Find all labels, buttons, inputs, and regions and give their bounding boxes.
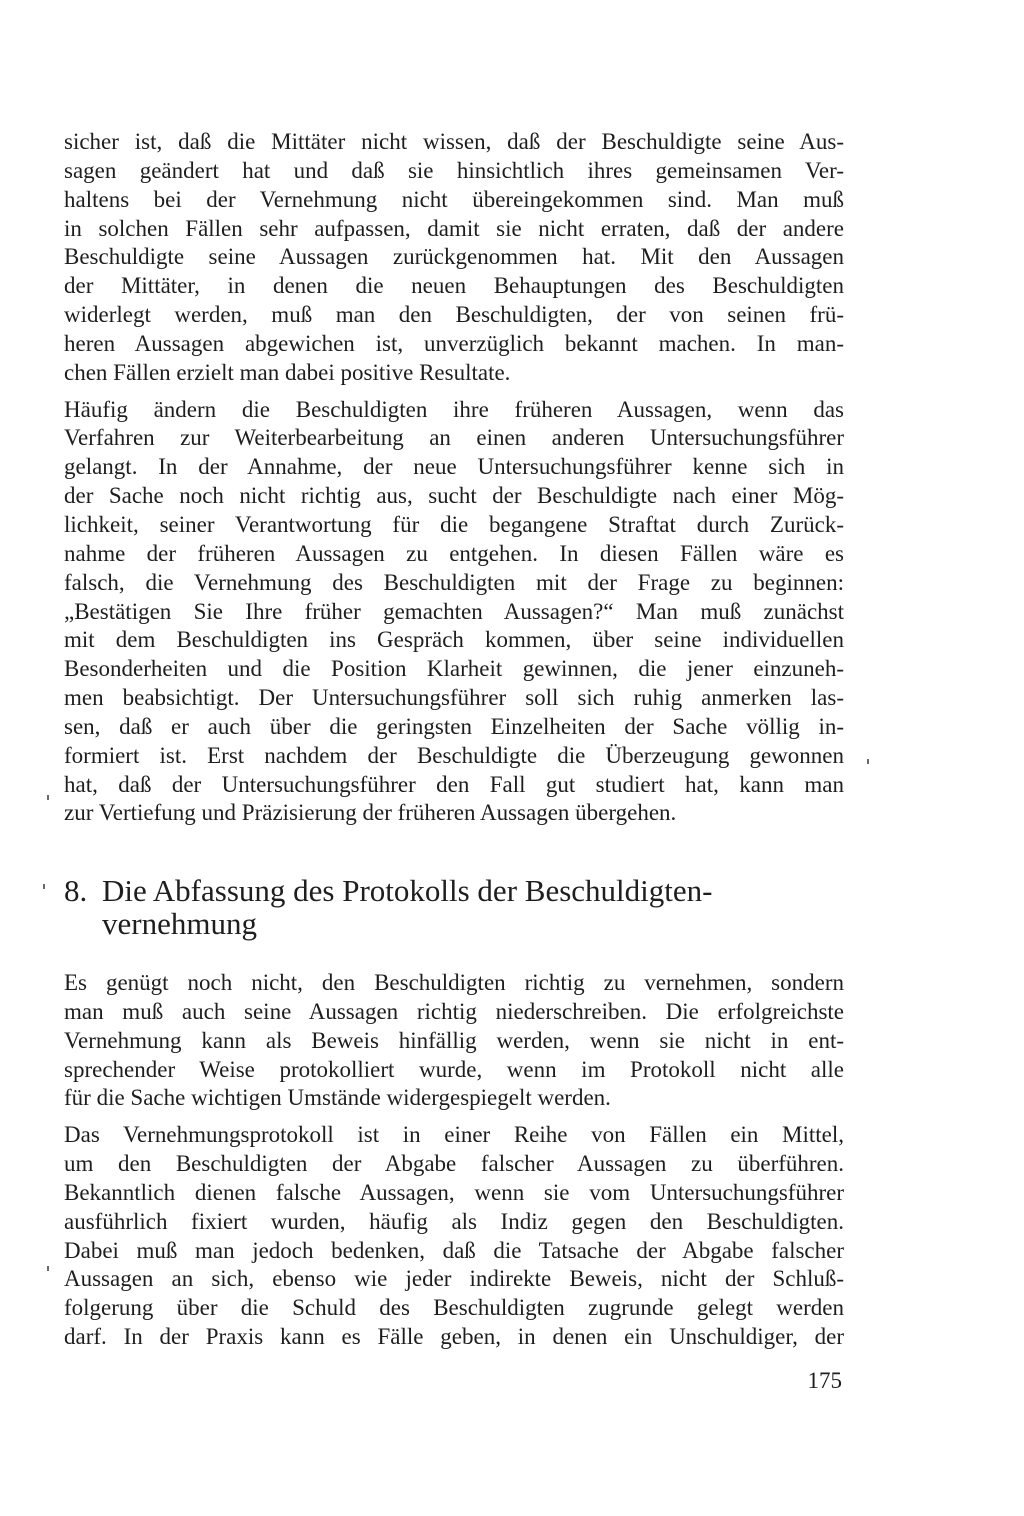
text-line: falsch, die Vernehmung des Beschuldigten mit der Frage zu beginnen: bbox=[64, 569, 844, 595]
section-7-text bbox=[64, 128, 844, 828]
scan-speck bbox=[47, 795, 49, 800]
text-line: men beabsichtigt. Der Untersuchungsführer soll sich ruhig anmerken las- bbox=[64, 685, 844, 711]
text-line: mit dem Beschuldigten ins Gespräch kommen, über seine individuellen bbox=[64, 627, 844, 653]
text-line: Besonderheiten und die Position Klarheit gewinnen, die jener einzuneh- bbox=[64, 656, 844, 682]
text-line: nahme der früheren Aussagen zu entgehen. In diesen Fällen wäre es bbox=[64, 540, 844, 566]
paragraph bbox=[64, 969, 844, 1113]
text-line: widerlegt werden, muß man den Beschuldigten, der von seinen frü- bbox=[64, 302, 844, 328]
heading-line-2: vernehmung bbox=[102, 906, 257, 941]
text-line: „Bestätigen Sie Ihre früher gemachten Aussagen?“ Man muß zunächst bbox=[64, 598, 844, 624]
page-number: 175 bbox=[807, 1368, 842, 1393]
text-line: Bekanntlich dienen falsche Aussagen, wenn sie vom Untersuchungsführer bbox=[64, 1179, 844, 1205]
section-heading bbox=[64, 874, 844, 940]
text-line: Es genügt noch nicht, den Beschuldigten richtig zu vernehmen, sondern bbox=[64, 970, 844, 995]
text-line: Aussagen an sich, ebenso wie jeder indirekte Beweis, nicht der Schluß- bbox=[64, 1266, 844, 1292]
text-line: ausführlich fixiert wurden, häufig als Indiz gegen den Beschuldigten. bbox=[64, 1208, 844, 1234]
text-line: zur Vertiefung und Präzisierung der früheren Aussagen übergehen. bbox=[64, 800, 677, 826]
heading-line-1: Die Abfassung des Protokolls der Beschuldigten- bbox=[102, 873, 713, 908]
text-line: sen, daß er auch über die geringsten Einzelheiten der Sache völlig in- bbox=[64, 713, 844, 739]
text-line: sagen geändert hat und daß sie hinsichtlich ihres gemeinsamen Ver- bbox=[64, 157, 844, 183]
heading-number: 8. bbox=[64, 873, 88, 908]
text-line: sicher ist, daß die Mittäter nicht wissen, daß der Beschuldigte seine Aus- bbox=[64, 129, 844, 154]
section-8-text bbox=[64, 969, 844, 1352]
text-line: Vernehmung kann als Beweis hinfällig werden, wenn sie nicht in ent- bbox=[64, 1027, 844, 1053]
text-line: für die Sache wichtigen Umstände widergespiegelt werden. bbox=[64, 1085, 611, 1111]
text-line: Häufig ändern die Beschuldigten ihre früheren Aussagen, wenn das bbox=[64, 396, 844, 422]
text-line: Das Vernehmungsprotokoll ist in einer Reihe von Fällen ein Mittel, bbox=[64, 1122, 844, 1148]
text-line: hat, daß der Untersuchungsführer den Fall gut studiert hat, kann man bbox=[64, 771, 844, 797]
paragraph bbox=[64, 396, 844, 829]
paragraph-gap bbox=[64, 388, 844, 396]
paragraph-gap bbox=[64, 1113, 844, 1121]
text-line: formiert ist. Erst nachdem der Beschuldigte die Überzeugung gewonnen bbox=[64, 742, 844, 768]
text-line: chen Fällen erzielt man dabei positive Resultate. bbox=[64, 359, 511, 385]
text-line: der Sache noch nicht richtig aus, sucht der Beschuldigte nach einer Mög- bbox=[64, 483, 844, 509]
text-line: gelangt. In der Annahme, der neue Untersuchungsführer kenne sich in bbox=[64, 454, 844, 480]
text-line: man muß auch seine Aussagen richtig niederschreiben. Die erfolgreichste bbox=[64, 998, 844, 1024]
paragraph bbox=[64, 128, 844, 388]
scan-speck bbox=[867, 759, 869, 764]
text-line: Verfahren zur Weiterbearbeitung an einen anderen Untersuchungsführer bbox=[64, 425, 844, 451]
text-line: um den Beschuldigten der Abgabe falscher Aussagen zu überführen. bbox=[64, 1151, 844, 1177]
paragraph bbox=[64, 1121, 844, 1352]
text-line: lichkeit, seiner Verantwortung für die begangene Straftat durch Zurück- bbox=[64, 511, 844, 537]
scan-speck bbox=[47, 1266, 49, 1271]
text-line: haltens bei der Vernehmung nicht übereingekommen sind. Man muß bbox=[64, 186, 844, 212]
text-line: folgerung über die Schuld des Beschuldigten zugrunde gelegt werden bbox=[64, 1295, 844, 1321]
text-line: heren Aussagen abgewichen ist, unverzüglich bekannt machen. In man- bbox=[64, 330, 844, 356]
text-line: der Mittäter, in denen die neuen Behauptungen des Beschuldigten bbox=[64, 273, 844, 299]
text-line: darf. In der Praxis kann es Fälle geben, in denen ein Unschuldiger, der bbox=[64, 1324, 844, 1350]
text-line: in solchen Fällen sehr aufpassen, damit sie nicht erraten, daß der andere bbox=[64, 215, 844, 241]
scan-speck bbox=[43, 884, 45, 889]
text-line: sprechender Weise protokolliert wurde, wenn im Protokoll nicht alle bbox=[64, 1056, 844, 1082]
text-line: Beschuldigte seine Aussagen zurückgenommen hat. Mit den Aussagen bbox=[64, 244, 844, 270]
text-line: Dabei muß man jedoch bedenken, daß die Tatsache der Abgabe falscher bbox=[64, 1237, 844, 1263]
